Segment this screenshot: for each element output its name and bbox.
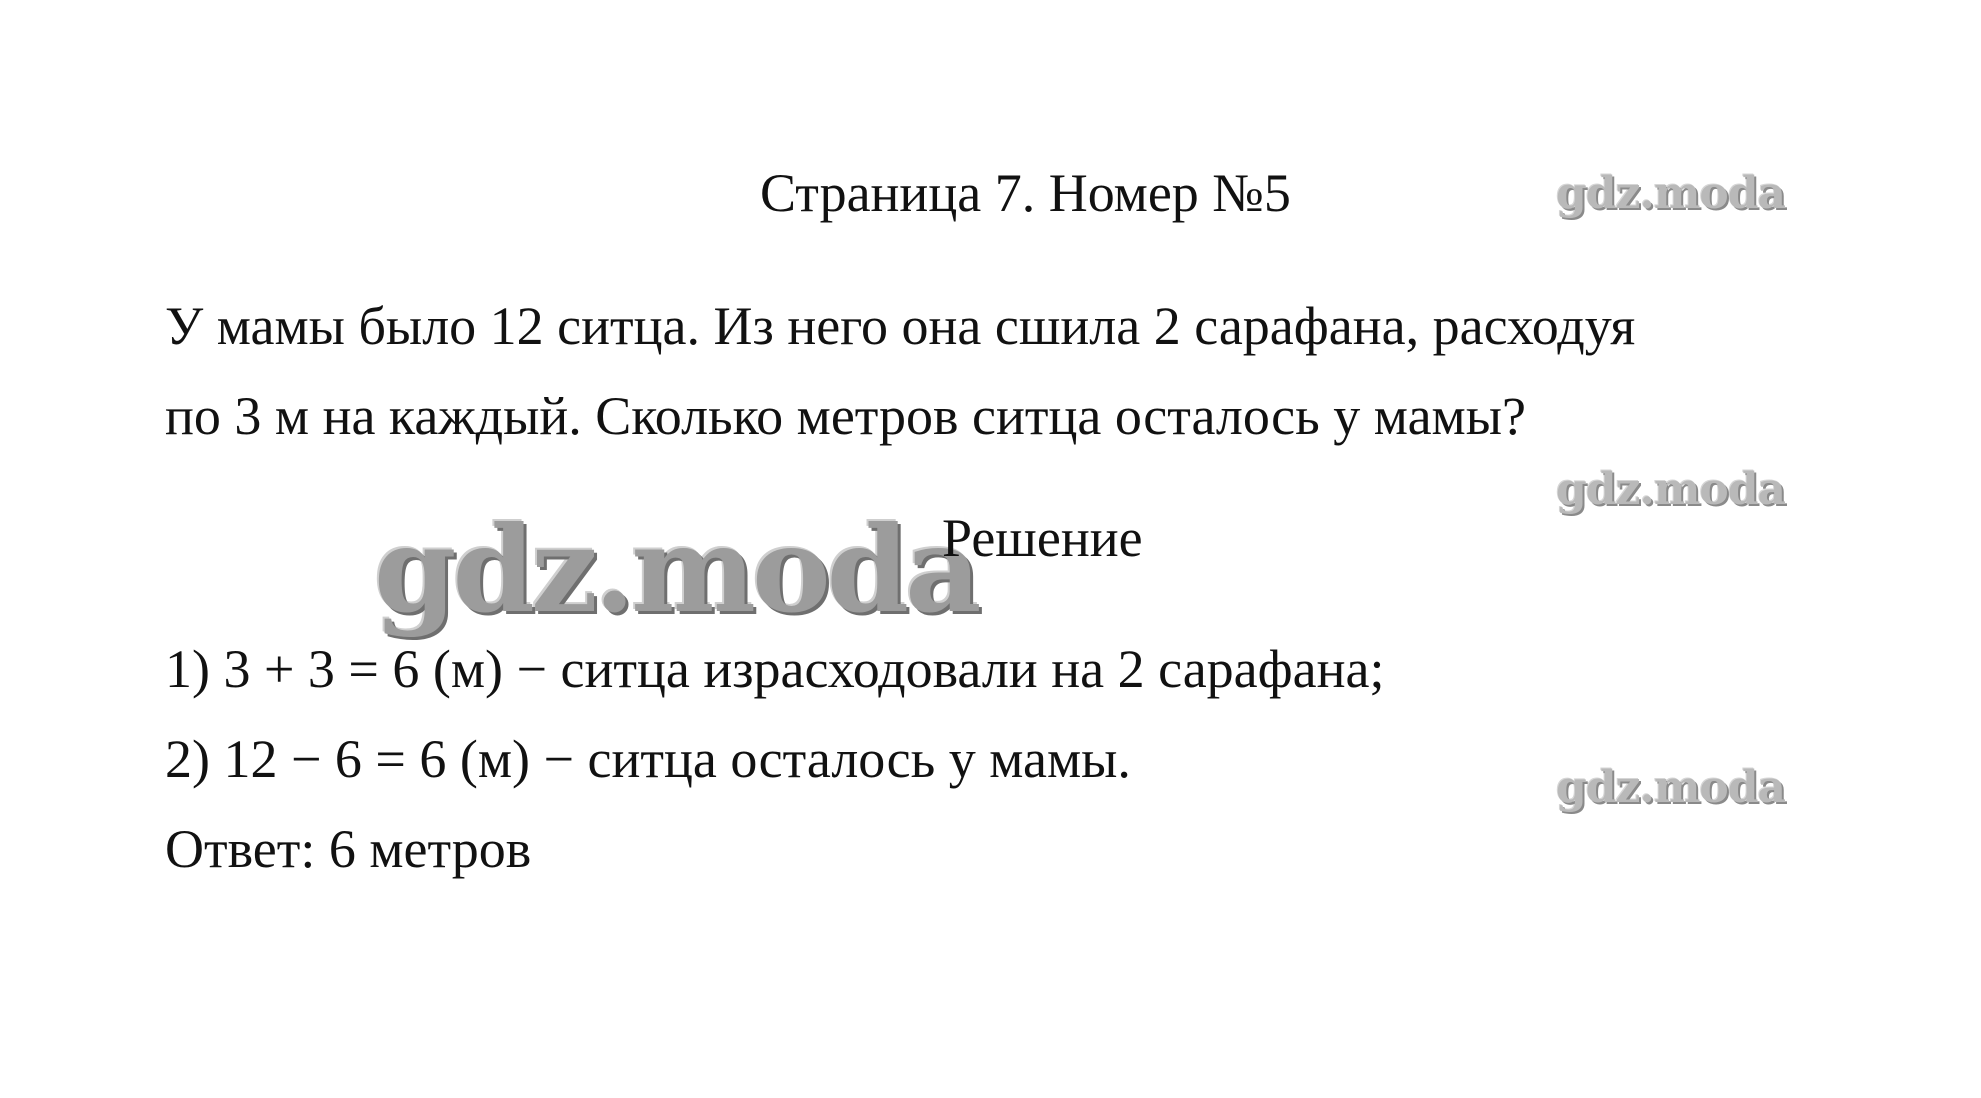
problem-text-line-2: по 3 м на каждый. Сколько метров ситца осталось у мамы? <box>165 386 1526 446</box>
watermark-logo: gdz.moda <box>1556 168 1786 219</box>
answer-text: Ответ: 6 метров <box>165 819 532 879</box>
problem-text-line-1: У мамы было 12 ситца. Из него она сшила 2 сарафана, расходуя <box>165 296 1636 356</box>
watermark-logo: gdz.moda <box>1556 762 1786 813</box>
solution-step-2: 2) 12 − 6 = 6 (м) − ситца осталось у мамы. <box>165 729 1131 789</box>
solution-heading: Решение <box>942 508 1143 568</box>
watermark-logo: gdz.moda <box>1556 464 1786 515</box>
solution-step-1: 1) 3 + 3 = 6 (м) − ситца израсходовали на 2 сарафана; <box>165 639 1385 699</box>
page-title: Страница 7. Номер №5 <box>760 163 1291 223</box>
watermark-logo-large: gdz.moda <box>374 500 978 639</box>
